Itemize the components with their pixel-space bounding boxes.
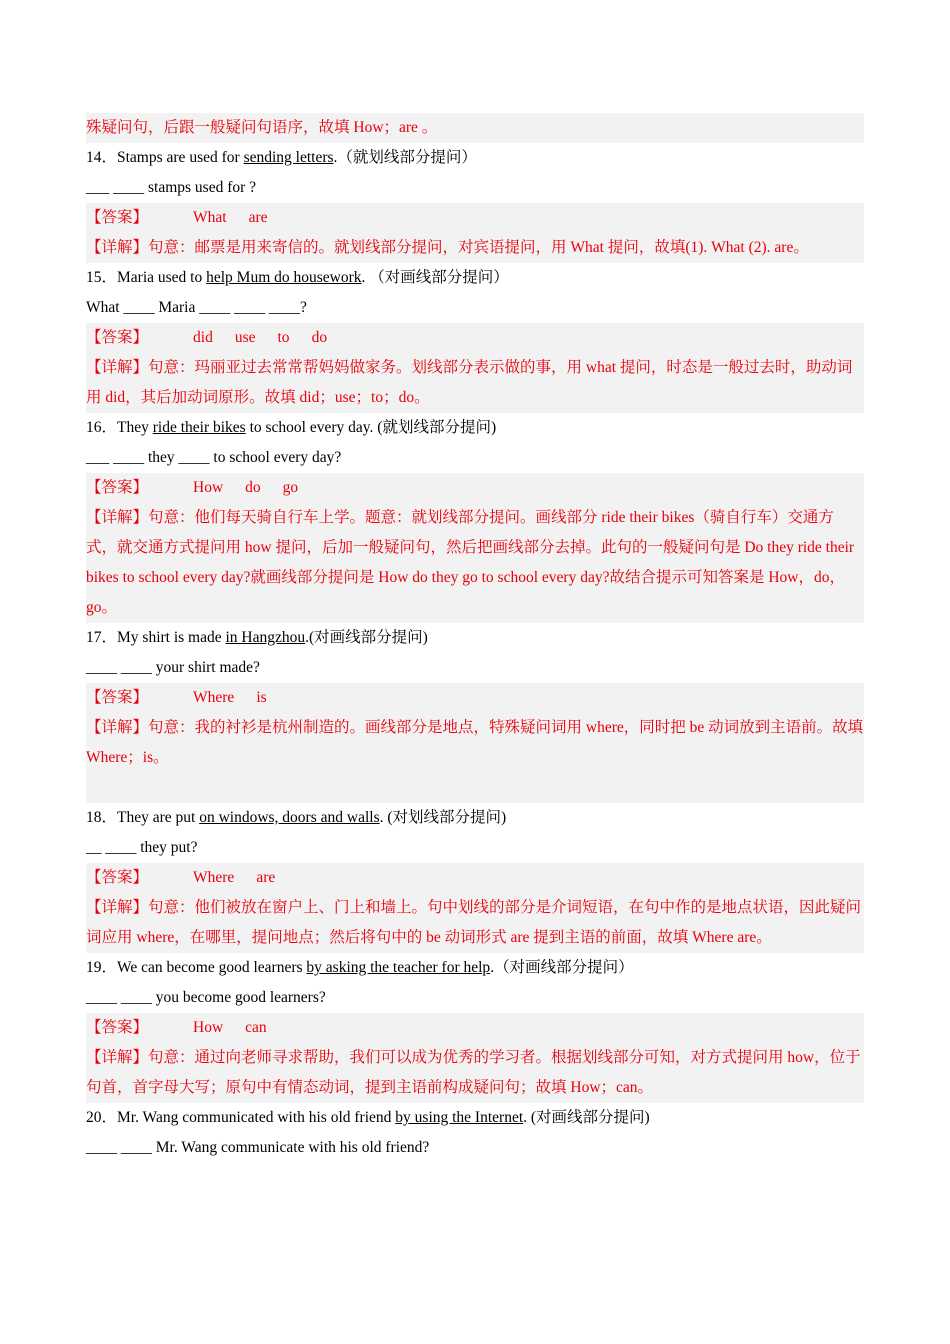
question-text: 16．They xyxy=(86,419,153,436)
blank-sentence: ___ ____ they ____ to school every day? xyxy=(86,449,342,466)
answer-word: to xyxy=(277,329,290,346)
question-instruction: . （对画线部分提问） xyxy=(361,269,509,286)
question-instruction: .（就划线部分提问） xyxy=(333,149,477,166)
blank-sentence: ___ ____ stamps used for ? xyxy=(86,179,257,196)
detail-body: 句意：我的衬衫是杭州制造的。画线部分是地点，特殊疑问词用 where，同时把 be 动词放到主语前。故填 Where；is。 xyxy=(86,719,864,766)
detail-body: 句意：邮票是用来寄信的。就划线部分提问，对宾语提问，用 What 提问，故填(1). What (2). are。 xyxy=(148,239,809,256)
answer-tag: 【答案】 xyxy=(86,209,149,226)
answer-word: is xyxy=(256,689,267,706)
document-page xyxy=(86,113,864,1163)
answer-tag: 【答案】 xyxy=(86,479,149,496)
question-14 xyxy=(86,143,864,173)
detail-text xyxy=(86,503,864,623)
detail-text xyxy=(86,893,864,953)
detail-text xyxy=(86,1043,864,1103)
answer-line xyxy=(86,683,864,713)
question-18 xyxy=(86,803,864,833)
answer-block xyxy=(86,863,864,953)
answer-line xyxy=(86,203,864,233)
detail-tag: 【详解】 xyxy=(86,1049,149,1066)
answer-tag: 【答案】 xyxy=(86,1019,149,1036)
answer-word: do xyxy=(245,479,261,496)
answer-line xyxy=(86,863,864,893)
underlined-phrase: by asking the teacher for help xyxy=(306,959,491,976)
question-text: 18．They are put xyxy=(86,809,200,826)
answer-line xyxy=(86,323,864,353)
detail-tag: 【详解】 xyxy=(86,509,149,526)
question-list xyxy=(86,143,864,1163)
question-text: 15．Maria used to xyxy=(86,269,207,286)
question-text: 14．Stamps are used for xyxy=(86,149,244,166)
detail-text xyxy=(86,353,864,413)
detail-body: 句意：通过向老师寻求帮助，我们可以成为优秀的学习者。根据划线部分可知，对方式提问用 how，位于句首，首字母大写；原句中有情态动词，提到主语前构成疑问句；故填 How；can。 xyxy=(86,1049,861,1096)
answer-word: How xyxy=(193,479,224,496)
detail-tag: 【详解】 xyxy=(86,899,149,916)
answer-word: Where xyxy=(193,689,235,706)
answer-word: did xyxy=(193,329,213,346)
detail-tag: 【详解】 xyxy=(86,239,149,256)
underlined-phrase: on windows, doors and walls xyxy=(199,809,380,826)
answer-word: How xyxy=(193,1019,224,1036)
answer-tag: 【答案】 xyxy=(86,869,149,886)
question-text: 17．My shirt is made xyxy=(86,629,226,646)
answer-word: are xyxy=(248,209,268,226)
detail-body: 句意：他们每天骑自行车上学。题意：就划线部分提问。画线部分 ride their bikes（骑自行车）交通方式，就交通方式提问用 how 提问，后加一般疑问句，然后把画线部分去掉。此句的一般疑问句是 Do they ride their bikes to school every day?就画线部分提问是 How do they go to school every day?故结合提示可知答案是 How，do，go。 xyxy=(86,509,855,616)
answer-word: What xyxy=(193,209,227,226)
answer-block xyxy=(86,323,864,413)
question-20 xyxy=(86,1103,864,1133)
question-17 xyxy=(86,623,864,653)
answer-word: Where xyxy=(193,869,235,886)
blank-sentence: ____ ____ you become good learners? xyxy=(86,989,326,1006)
question-15 xyxy=(86,263,864,293)
question-instruction: . (对画线部分提问) xyxy=(523,1109,650,1126)
answer-word: do xyxy=(311,329,328,346)
answer-line xyxy=(86,1013,864,1043)
detail-body: 句意：玛丽亚过去常常帮妈妈做家务。划线部分表示做的事，用 what 提问，时态是一般过去时，助动词用 did，其后加动词原形。故填 did；use；to；do。 xyxy=(86,359,853,406)
question-19 xyxy=(86,953,864,983)
answer-word: can xyxy=(245,1019,267,1036)
lead-detail: 殊疑问句，后跟一般疑问句语序，故填 How；are 。 xyxy=(86,113,864,143)
question-instruction: to school every day. (就划线部分提问) xyxy=(245,419,497,436)
question-instruction: .(对画线部分提问) xyxy=(305,629,428,646)
blank-sentence: ____ ____ your shirt made? xyxy=(86,659,260,676)
answer-word: go xyxy=(282,479,299,496)
blank-sentence: ____ ____ Mr. Wang communicate with his old friend? xyxy=(86,1139,430,1156)
question-text: 19．We can become good learners xyxy=(86,959,307,976)
answer-line xyxy=(86,473,864,503)
answer-block xyxy=(86,473,864,623)
underlined-phrase: in Hangzhou xyxy=(225,629,306,646)
question-text: 20．Mr. Wang communicated with his old friend xyxy=(86,1109,396,1126)
blank-sentence: __ ____ they put? xyxy=(86,839,198,856)
detail-body: 句意：他们被放在窗户上、门上和墙上。句中划线的部分是介词短语，在句中作的是地点状语，因此疑问词应用 where，在哪里，提问地点；然后将句中的 be 动词形式 are 提到主语的前面，故填 Where are。 xyxy=(86,899,862,946)
detail-text xyxy=(86,233,864,263)
answer-block xyxy=(86,203,864,263)
blank-sentence: What ____ Maria ____ ____ ____? xyxy=(86,299,307,316)
detail-text xyxy=(86,713,864,773)
answer-tag: 【答案】 xyxy=(86,689,149,706)
underlined-phrase: by using the Internet xyxy=(395,1109,524,1126)
detail-tag: 【详解】 xyxy=(86,719,149,736)
answer-word: are xyxy=(256,869,276,886)
question-instruction: . (对划线部分提问) xyxy=(379,809,507,826)
blank-spacer xyxy=(86,773,864,803)
underlined-phrase: sending letters xyxy=(243,149,334,166)
underlined-phrase: ride their bikes xyxy=(152,419,246,436)
answer-tag: 【答案】 xyxy=(86,329,149,346)
question-16 xyxy=(86,413,864,443)
question-instruction: .（对画线部分提问） xyxy=(490,959,634,976)
underlined-phrase: help Mum do housework xyxy=(206,269,362,286)
answer-block xyxy=(86,1013,864,1103)
detail-tag: 【详解】 xyxy=(86,359,149,376)
answer-word: use xyxy=(234,329,256,346)
answer-block xyxy=(86,683,864,803)
